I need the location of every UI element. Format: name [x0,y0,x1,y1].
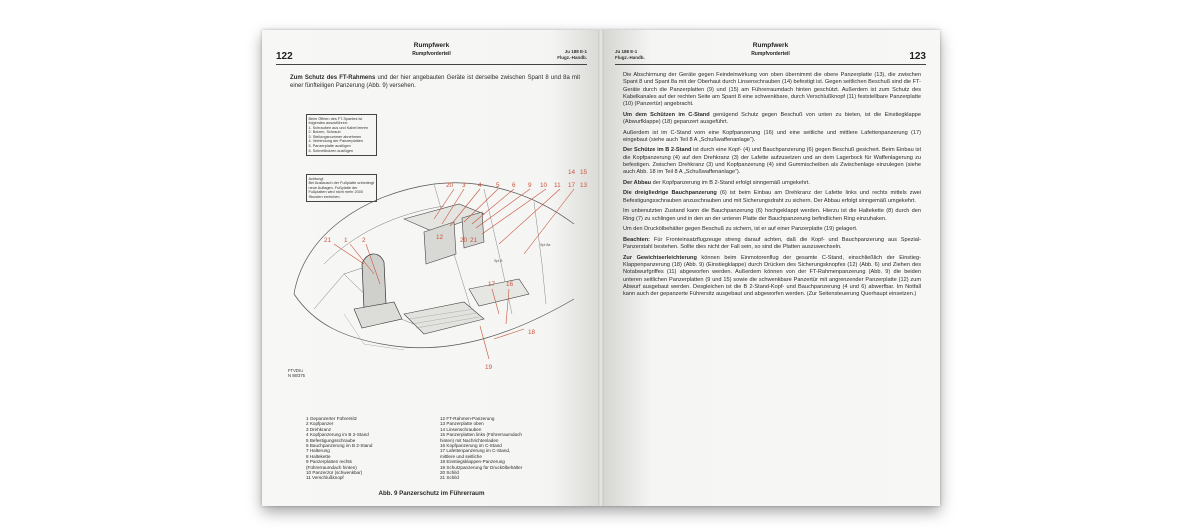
label-bottom-2: 18 [528,329,536,336]
left-intro-body: und der hier angebauten Geräte ist derselbe zwischen Spant 8 und 8a mit einer fünfteiligen Panzerung (Abb. 9) versehen. [290,75,580,90]
legend-item: 17 Lafettenpanzerung im C-Stand, [440,448,511,454]
label-top-5: 9 [528,182,532,189]
left-header-title-text: Rumpfwerk [413,42,450,49]
label-left-1: 1 [344,237,348,244]
legend-item: 10 Panzerzür (schwenkbar) [306,470,363,476]
legend-item: 3 Drehkranz [306,426,332,432]
legend-item: 6 Bauchpanzerung im B 2-Stand [306,443,373,449]
left-page-header [276,42,587,65]
right-header-subtitle: Rumpfvorderteil [751,51,790,57]
armor-diagram [284,114,588,404]
legend-item: mittlere und seitliche [440,453,482,459]
legend-item: 21 Schild [440,475,459,481]
label-top-10: 14 [568,169,576,176]
right-page [601,30,940,506]
right-body-text [623,72,921,302]
label-bottom-0: 17 [488,281,496,288]
open-book [262,30,940,506]
label-inner-0: 12 [436,234,444,241]
legend-item: 13 Panzerplatte oben [440,421,484,427]
legend-item: 8 Haltekette [306,453,331,459]
label-top-3: 5 [496,182,500,189]
label-top-1: 3 [462,182,466,189]
legend-item: 1 Gepanzerter Führersitz [306,416,358,421]
label-left-0: 21 [324,237,332,244]
left-intro-text [290,74,580,91]
legend-right-column [440,416,522,481]
right-header-title-text: Rumpfwerk [752,42,789,49]
paragraph: Um dem Schützen im C-Stand genügend Schutz gegen Beschuß von unten zu bieten, ist die Einstiegklappe (Abwurfklappe) (18) gepanzert ausgeführt. [623,111,921,125]
label-inner-2: 21 [470,237,478,244]
right-header-side: Ju 188 E-1 Flugz.-Handb. [615,49,645,60]
legend-item: 7 Halterung [306,448,330,454]
label-top-0: 20 [446,182,454,189]
right-header-title [615,42,926,58]
legend-item: hinten) mit Nachrichtenladen [440,437,499,443]
paragraph: Zur Gewichtserleichterung können beim Einmotorenflug der gesamte C-Stand, einschließlich der Einstieg-Klappenpanzerung (18) (Abb. 9) (Einstiegklappe) durch Drücken des Sicherungsknopfes (12) (Abb. 6) und Ziehen des Notabwurfgriffes (11) abgeworfen werden. Außerdem können von der FT-Rahmenpanzerung (Abb. 9) die beiden unteren seitlichen Panzerplatten (9 und 15) sowie die schwenkbare Panzertür mit angrenzender Panzerplatte (12) zum Abwurf ausgebaut werden. Desgleichen ist die B 2-Stand-Kopf- und Bauchpanzerung (4 und 6) abwerfbar. Im Notfall kann auch der gepanzerte Führersitz ausgebaut und abgeworfen werden. (Zur Seitensteuerung Querhaupt einsetzen.) [623,254,921,298]
right-page-number: 123 [909,51,926,62]
drawing-stamp: FTVDru N 88/375 [288,368,305,378]
legend-item: 11 Verschlußknopf [306,475,344,481]
label-top-8: 17 [568,182,576,189]
legend-item: 12 FT-Rahmen-Panzerung [440,416,495,421]
label-bottom-3: 19 [485,364,493,371]
book-spine [598,30,604,506]
label-top-2: 4 [478,182,482,189]
paragraph: Die Abschirmung der Geräte gegen Feindeinwirkung von oben übernimmt die obere Panzerplatte (13), die zwischen Spant 8 und Spant 8a mit der Oberhaut durch Linsenschrauben (14) befestigt ist. Gegen seitlichen Beschuß sind die FT-Geräte durch die Panzerplatten (9) und (15) am Führerraumdach hinten geschützt. Außerdem ist zum Schutz des Kabelkanales auf der rechten Seite am Spant 8 eine schwenkbare, durch Verschlußknopf (11) feststellbare Panzerplatte (10) (Panzertür) angebracht. [623,72,921,107]
label-top-4: 6 [512,182,516,189]
left-page-number: 122 [276,51,293,62]
legend-item: 9 Panzerplatten rechts [306,459,352,465]
legend-item: 20 Schild [440,470,459,476]
label-top-7: 11 [554,182,561,189]
annotation-box-1: Beim Öffnen des FT-Spantes ist folgendes auszuführen: 1. Schrauben aus und Kabel leeren 2. Bolzen, Schraub 3. Stellungsnummer abnehmen 4. Verbindung der Panzerplatten 5. Panzerplatte ausfügen 6. Schnellbolzen ausfügen [306,114,377,156]
label-top-9: 13 [580,182,588,189]
fuselage-drawing [284,114,588,404]
right-page-header [615,42,926,65]
paragraph: Im unbenutzten Zustand kann die Bauchpanzerung (6) hochgeklappt werden. Hierzu ist die Haltekette (8) durch den Ring (7) zu schlingen und in den an der unteren Platte der Bauchpanzerung befindlichen Ring einzuhaken. [623,208,921,222]
legend-left-column [306,416,372,481]
label-top-6: 10 [540,182,548,189]
left-header-side: Ju 188 E-1 Flugz.-Handb. [557,49,587,60]
label-left-2: 2 [362,237,366,244]
legend-item: (Führerraumdach hinten) [306,464,357,470]
legend-item: 5 Befestigungsschraube [306,437,356,443]
left-header-subtitle: Rumpfvorderteil [412,51,451,57]
label-bottom-1: 16 [506,281,514,288]
left-page [262,30,601,506]
paragraph: Die dreigliedrige Bauchpanzerung (6) ist beim Einbau am Drehkranz der Lafette links und rechts mittels zwei Befestigungsschrauben anzuschrauben und mit Sicherungsdraht zu sichern. Der Abbau erfolgt sinngemäß umgekehrt. [623,190,921,204]
label-inner-1: 20 [460,237,468,244]
figure-caption: Abb. 9 Panzerschutz im Führerraum [378,490,485,497]
spant-label-8a: Spt 8a [540,243,551,247]
legend-item: 15 Panzerplatten links (Führerraumdach [440,432,522,438]
legend-item: 4 Kopfpanzerung im B 2-Stand [306,432,369,438]
paragraph: Der Abbau der Kopfpanzerung im B 2-Stand erfolgt sinngemäß umgekehrt. [623,179,810,186]
annotation-box-2: Achtung! Bei Austausch der Fußplatte unbedingt neue Auflagen. Fußplatte der Fußplatten wird nicht mehr 2000 Stunden erreichen. [306,174,377,202]
paragraph: Außerdem ist im C-Stand vorn eine Kopfpanzerung (16) und eine seitliche und mittlere Lafettenpanzerung (17) eingebaut (siehe auch Teil 8 A „Schußwaffenanlage“). [623,129,921,143]
legend-item: 2 Kopfpanzer [306,421,334,427]
left-intro-lead: Zum Schutz des FT-Rahmens [290,75,376,81]
left-header-title [276,42,587,58]
label-top-11: 15 [580,169,588,176]
legend-item: 14 Linsenschrauben [440,426,482,432]
legend-item: 16 Kopfpanzerung im C-Stand [440,443,502,449]
spant-label-8: Spt 8 [494,259,503,263]
paragraph: Um den Druckölbehälter gegen Beschuß zu sichern, ist er auf einer Panzerplatte (19) gelagert. [623,226,858,233]
legend-item: 19 Schutzpanzerung für Druckölbehälter [440,464,523,470]
paragraph: Beachten: Für Fronteinsatzflugzeuge streng darauf achten, daß die Kopf- und Bauchpanzerung aus Spezial-Panzerstahl bestehen. Sollte dies nicht der Fall sein, so sind die Platten auszuwechseln. [623,236,921,251]
legend-item: 18 Einstiegsklappen-Panzerung [440,459,505,465]
paragraph: Der Schütze im B 2-Stand ist durch eine Kopf- (4) und Bauchpanzerung (6) gegen Beschuß gesichert. Beim Einbau ist die Kopfpanzerung (4) auf den Drehkranz (3) der Lafette aufzusetzen und an dem Lagerbock für Waffenlagerung zu befestigen. Zwischen Drehkranz (3) und Kopfpanzerung (4) sind Gummischeiben als Zwischenlage einzulegen (siehe auch Abb. 18 im Teil 8 A „Schußwaffenanlage“). [623,147,921,176]
